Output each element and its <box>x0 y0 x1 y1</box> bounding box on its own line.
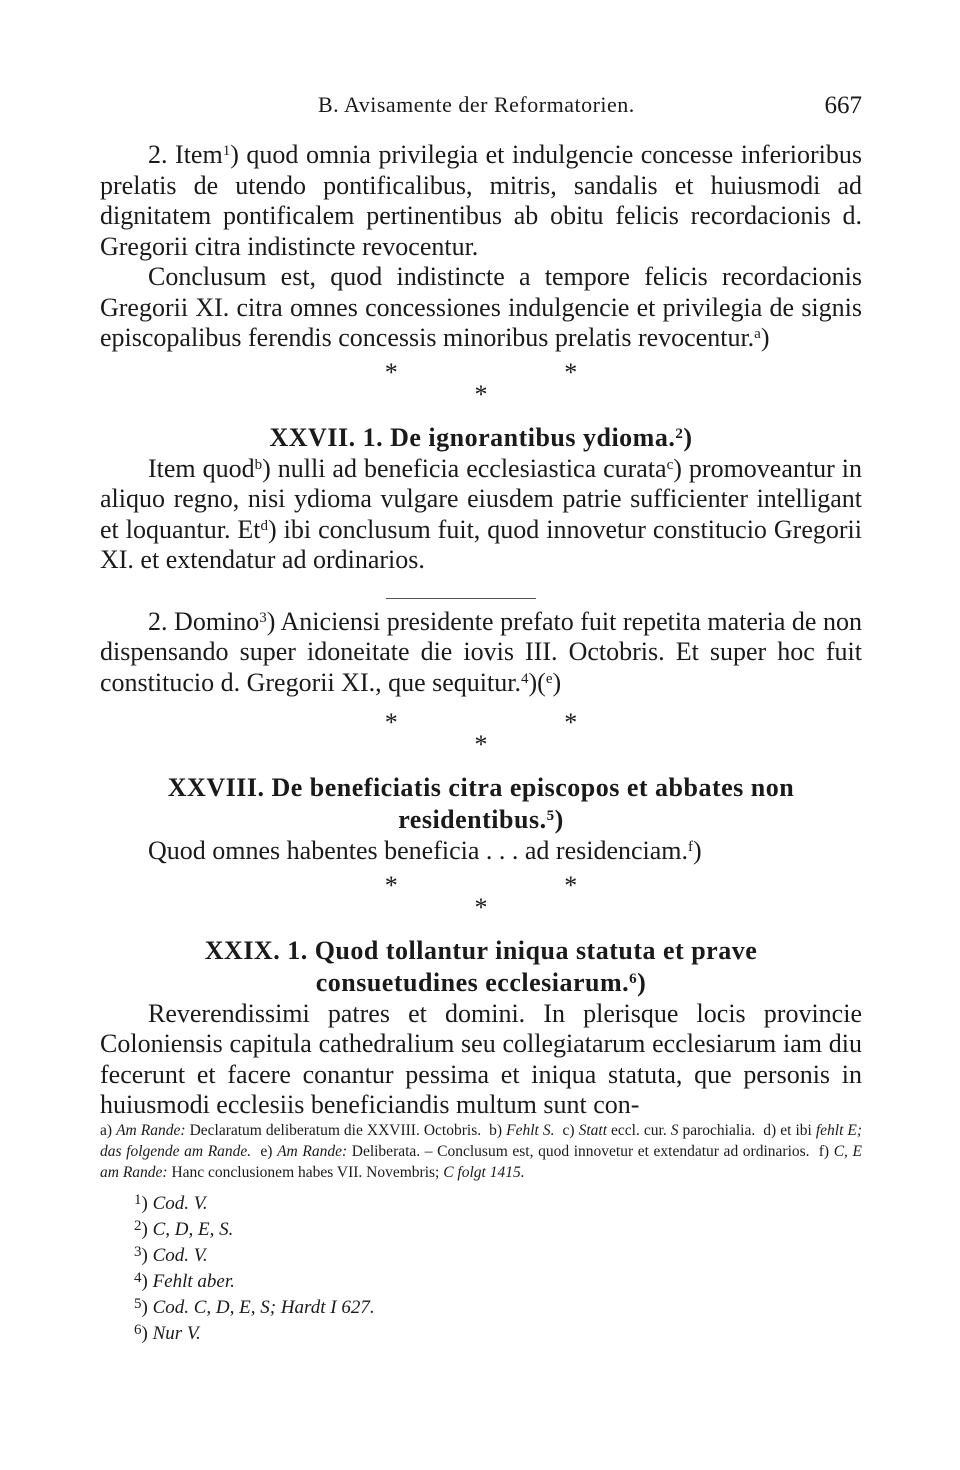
heading-xxix: XXIX. 1. Quod tollantur iniqua statuta et prave consuetudines ecclesiarum.$^6$) <box>204 935 758 997</box>
footnote: $^6$) Nur V. <box>134 1322 201 1344</box>
footnote: $^3$) Cod. V. <box>134 1244 208 1266</box>
main-text <box>100 140 862 1121</box>
footnote: $^1$) Cod. V. <box>134 1192 208 1214</box>
variant-note: a) Am Rande: Declaratum deliberatum die XXVIII. Octobris. <box>100 1122 482 1139</box>
paragraph-xxviii: Quod omnes habentes beneficia . . . ad residenciam.$^f$) <box>148 836 702 865</box>
section-divider-stars: * * * <box>384 357 578 409</box>
paragraph-conclusum: Conclusum est, quod indistincte a tempore felicis recordacionis Gregorii XI. citra omnes concessiones indulgencie et privilegia de signis episcopalibus ferendis concessis minoribus prelatis revocentur.$^a$) <box>100 262 862 352</box>
page-number: 667 <box>824 92 862 119</box>
paragraph-xxvii-2: 2. Domino$^3$) Aniciensi presidente prefato fuit repetita materia de non dispensando super idoneitate die iovis III. Octobris. Et super hoc fuit constitucio d. Gregorii XI., que sequitur.$^4$)($^e$) <box>100 606 862 697</box>
paragraph-xxix: Reverendissimi patres et domini. In plerisque locis provincie Coloniensis capitula cathedralium seu collegiatarum ecclesiarum iam diu fecerunt et facere conantur pessima et iniqua statuta, que personis in huiusmodi ecclesiis beneficiandis multum sunt con- <box>100 998 862 1119</box>
variant-note: d) et ibi fehlt E; das folgende am Rande. <box>100 1122 863 1160</box>
running-head: B. Avisamente der Reformatorien. <box>318 92 635 117</box>
variant-note: c) Statt eccl. cur. S parochialia. <box>562 1122 756 1139</box>
section-divider-stars: * * * <box>384 708 578 759</box>
footnotes-area <box>100 1120 862 1347</box>
variant-notes <box>100 1120 862 1183</box>
separator-line <box>386 584 536 599</box>
numbered-footnotes <box>100 1191 862 1347</box>
heading-xxviii: XXVIII. De beneficiatis citra episcopos et abbates non residentibus.$^5$) <box>167 773 795 834</box>
section-divider-stars: * * * <box>384 870 578 922</box>
variant-note: e) Am Rande: Deliberata. – Conclusum est, quod innovetur et extendatur ad ordinarios. <box>260 1143 810 1160</box>
paragraph-item-2: 2. Item$^1$) quod omnia privilegia et indulgencie concesse inferioribus prelatis de utendo pontificalibus, mitris, sandalis et huiusmodi ad dignitatem pontificalem pertinentibus ab obitu felicis recordacionis d. Gregorii citra indistincte revocentur. <box>100 140 863 261</box>
paragraph-xxvii-1: Item quod$^b$) nulli ad beneficia ecclesiastica curata$^c$) promoveantur in aliquo regno, nisi ydioma vulgare eiusdem patrie sufficienter intelligant et loquantur. Et$^d$) ibi conclusum fuit, quod innovetur constitucio Gregorii XI. et extendatur ad ordinarios. <box>100 453 862 574</box>
footnote: $^2$) C, D, E, S. <box>134 1218 234 1240</box>
page-header <box>100 92 862 128</box>
variant-note: f) C, E am Rande: Hanc conclusionem habes VII. Novembris; C folgt 1415. <box>100 1143 863 1181</box>
variant-note: b) Fehlt S. <box>489 1122 555 1139</box>
footnote: $^4$) Fehlt aber. <box>134 1270 235 1292</box>
footnote: $^5$) Cod. C, D, E, S; Hardt I 627. <box>134 1296 375 1318</box>
heading-xxvii: XXVII. 1. De ignorantibus ydioma.$^2$) <box>269 422 693 452</box>
